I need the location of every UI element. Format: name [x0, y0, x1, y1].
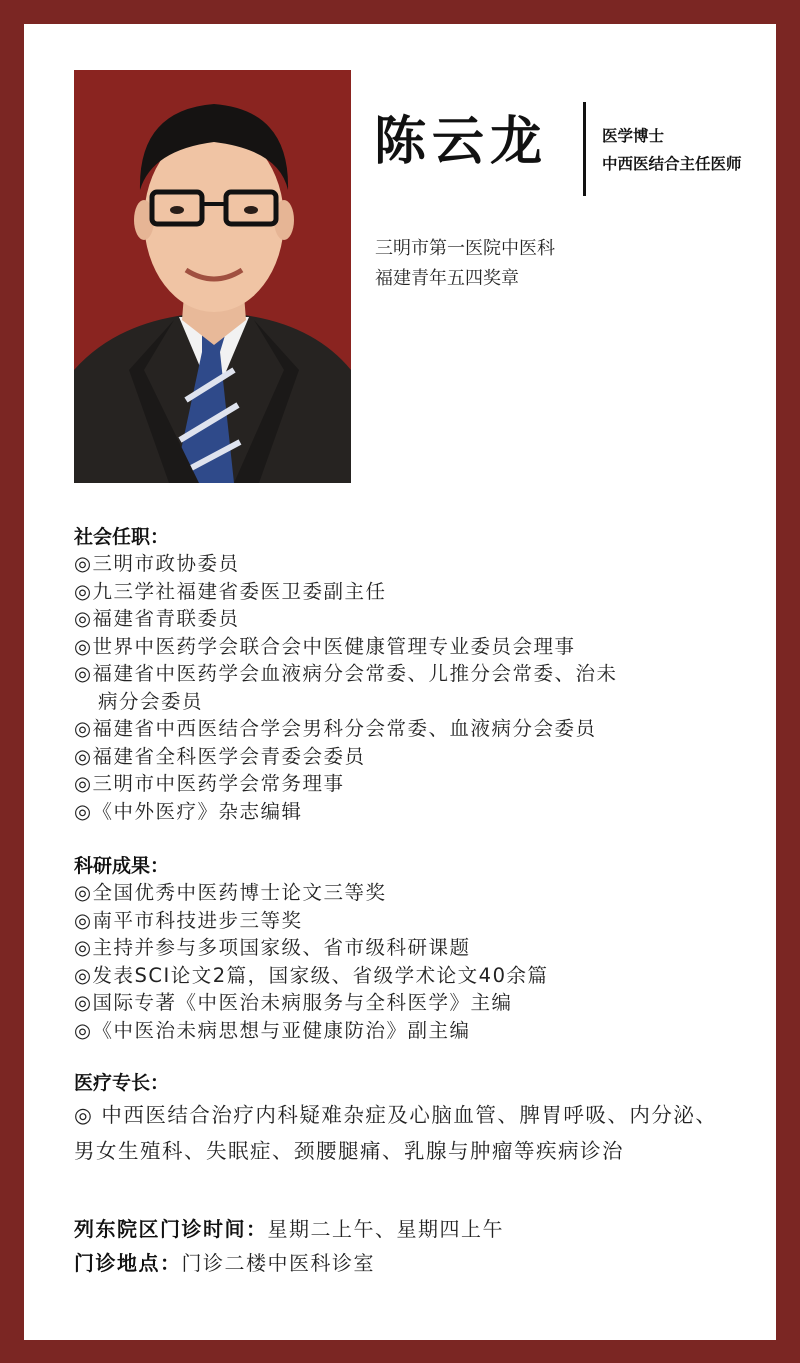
affiliations	[375, 234, 555, 294]
affiliation-hospital: 三明市第一医院中医科	[375, 238, 555, 259]
research-list	[74, 879, 548, 1044]
degree-label: 医学博士	[602, 127, 665, 145]
research-heading: 科研成果：	[74, 855, 170, 877]
list-item: ◎南平市科技进步三等奖	[74, 908, 303, 932]
list-item: ◎全国优秀中医药博士论文三等奖	[74, 881, 387, 904]
social-roles-list	[74, 550, 618, 825]
list-item: ◎国际专著《中医治未病服务与全科医学》主编	[74, 991, 513, 1014]
position-label: 中西医结合主任医师	[602, 155, 742, 173]
clinic-hours	[74, 1214, 504, 1244]
list-item: ◎福建省青联委员	[74, 607, 240, 630]
clinic-location	[74, 1248, 375, 1278]
clinic-location-value: 门诊二楼中医科诊室	[181, 1251, 375, 1275]
name-divider	[583, 102, 586, 196]
list-item: ◎福建省中医药学会血液病分会常委、儿推分会常委、治未	[74, 662, 618, 685]
list-item: ◎主持并参与多项国家级、省市级科研课题	[74, 936, 471, 959]
clinic-hours-value: 星期二上午、星期四上午	[267, 1217, 504, 1241]
list-item: ◎福建省中西医结合学会男科分会常委、血液病分会委员	[74, 717, 597, 740]
specialty-heading: 医疗专长：	[74, 1072, 170, 1094]
profile-card	[24, 24, 776, 1340]
list-item: ◎发表SCI论文2篇，国家级、省级学术论文40余篇	[74, 963, 549, 987]
affiliation-award: 福建青年五四奖章	[375, 268, 519, 289]
clinic-location-label: 门诊地点：	[74, 1251, 182, 1275]
clinic-hours-label: 列东院区门诊时间：	[74, 1217, 268, 1241]
list-item: ◎《中外医疗》杂志编辑	[74, 799, 303, 823]
list-item: ◎福建省全科医学会青委会委员	[74, 744, 366, 768]
list-item: ◎《中医治未病思想与亚健康防治》副主编	[74, 1018, 471, 1042]
doctor-portrait	[74, 70, 351, 483]
doctor-name: 陈云龙	[374, 111, 549, 172]
list-item: ◎世界中医药学会联合会中医健康管理专业委员会理事	[74, 634, 576, 658]
list-item: ◎九三学社福建省委医卫委副主任	[74, 579, 387, 603]
social-roles-heading: 社会任职：	[74, 526, 170, 548]
portrait-illustration	[74, 70, 351, 483]
list-item: ◎三明市政协委员	[74, 552, 240, 575]
list-item: ◎三明市中医药学会常务理事	[74, 772, 345, 795]
list-item-continuation: 病分会委员	[98, 689, 204, 713]
specialty-text: ◎ 中西医结合治疗内科疑难杂症及心脑血管、脾胃呼吸、内分泌、男女生殖科、失眠症、颈腰腿痛、乳腺与肿瘤等疾病诊治	[74, 1103, 718, 1163]
doctor-titles	[602, 122, 742, 178]
